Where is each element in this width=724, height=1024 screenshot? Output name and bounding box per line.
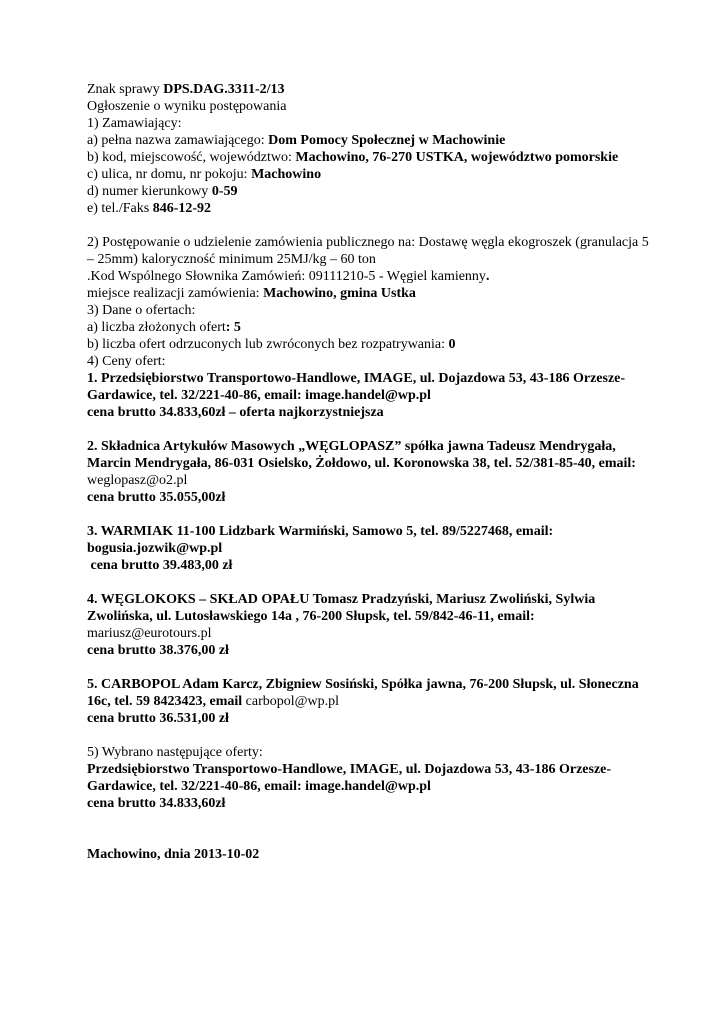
place-and-date: Machowino, dnia 2013-10-02	[87, 847, 260, 862]
offer-1-price: cena brutto 34.833,60zł – oferta najkorzystniejsza	[87, 405, 384, 420]
offer-3-line-1: 3. WARMIAK 11-100 Lidzbark Warmiński, Samowo 5, tel. 89/5227468, email:	[87, 524, 554, 539]
offer-4-email: mariusz@eurotours.pl	[87, 626, 212, 641]
offer-3-price: cena brutto 39.483,00 zł	[87, 558, 233, 573]
offers-data-heading: 3) Dane o ofertach:	[87, 303, 196, 318]
offer-4-line-2: Zwolińska, ul. Lutosławskiego 14a , 76-200 Słupsk, tel. 59/842-46-11, email:	[87, 609, 535, 624]
offer-5-line-1: 5. CARBOPOL Adam Karcz, Zbigniew Sosiński, Spółka jawna, 76-200 Słupsk, ul. Słoneczna	[87, 677, 639, 692]
offer-4-line-1: 4. WĘGLOKOKS – SKŁAD OPAŁU Tomasz Pradzyński, Mariusz Zwoliński, Sylwia	[87, 592, 596, 607]
case-label: Znak sprawy	[87, 82, 164, 97]
spacer	[87, 727, 677, 744]
offers-submitted: a) liczba złożonych ofert: 5	[87, 320, 241, 335]
place-of-execution: miejsce realizacji zamówienia: Machowino, gmina Ustka	[87, 286, 416, 301]
spacer	[87, 421, 677, 438]
cpv-code: .Kod Wspólnego Słownika Zamówień: 09111210-5 - Węgiel kamienny.	[87, 269, 490, 284]
case-number: DPS.DAG.3311-2/13	[163, 82, 285, 97]
contracting-heading: 1) Zamawiający:	[87, 116, 182, 131]
spacer	[87, 829, 677, 846]
selected-heading: 5) Wybrano następujące oferty:	[87, 745, 263, 760]
case-number-line	[87, 81, 677, 98]
offer-5-price: cena brutto 36.531,00 zł	[87, 711, 229, 726]
offer-2-email: weglopasz@o2.pl	[87, 473, 188, 488]
contracting-code: b) kod, miejscowość, województwo: Machowino, 76-270 USTKA, województwo pomorskie	[87, 150, 619, 165]
spacer	[87, 659, 677, 676]
spacer	[87, 574, 677, 591]
offer-3-email: bogusia.jozwik@wp.pl	[87, 541, 223, 556]
document-page	[87, 81, 677, 863]
offer-2-price: cena brutto 35.055,00zł	[87, 490, 226, 505]
contracting-name: a) pełna nazwa zamawiającego: Dom Pomocy Społecznej w Machowinie	[87, 133, 506, 148]
offer-1-line-1: 1. Przedsiębiorstwo Transportowo-Handlowe, IMAGE, ul. Dojazdowa 53, 43-186 Orzesze-	[87, 371, 626, 386]
spacer	[87, 812, 677, 829]
contracting-street: c) ulica, nr domu, nr pokoju: Machowino	[87, 167, 322, 182]
selected-price: cena brutto 34.833,60zł	[87, 796, 226, 811]
offer-1-line-2: Gardawice, tel. 32/221-40-86, email: image.handel@wp.pl	[87, 388, 431, 403]
contracting-phone: e) tel./Faks 846-12-92	[87, 201, 212, 216]
offer-4-price: cena brutto 38.376,00 zł	[87, 643, 229, 658]
procedure-line-1: 2) Postępowanie o udzielenie zamówienia publicznego na: Dostawę węgla ekogroszek (granulacja 5	[87, 235, 649, 250]
document-title: Ogłoszenie o wyniku postępowania	[87, 99, 287, 114]
prices-heading: 4) Ceny ofert:	[87, 354, 166, 369]
procedure-line-2: – 25mm) kaloryczność minimum 25MJ/kg – 60 ton	[87, 252, 376, 267]
offers-rejected: b) liczba ofert odrzuconych lub zwróconych bez rozpatrywania: 0	[87, 337, 456, 352]
selected-line-2: Gardawice, tel. 32/221-40-86, email: image.handel@wp.pl	[87, 779, 431, 794]
offer-2-line-2: Marcin Mendrygała, 86-031 Osielsko, Żołdowo, ul. Koronowska 38, tel. 52/381-85-40, email:	[87, 456, 636, 471]
spacer	[87, 506, 677, 523]
contracting-dial-code: d) numer kierunkowy 0-59	[87, 184, 238, 199]
selected-line-1: Przedsiębiorstwo Transportowo-Handlowe, IMAGE, ul. Dojazdowa 53, 43-186 Orzesze-	[87, 762, 612, 777]
spacer	[87, 217, 677, 234]
offer-2-line-1: 2. Składnica Artykułów Masowych „WĘGLOPASZ” spółka jawna Tadeusz Mendrygała,	[87, 439, 616, 454]
offer-5-line-2: 16c, tel. 59 8423423, email carbopol@wp.pl	[87, 694, 340, 709]
